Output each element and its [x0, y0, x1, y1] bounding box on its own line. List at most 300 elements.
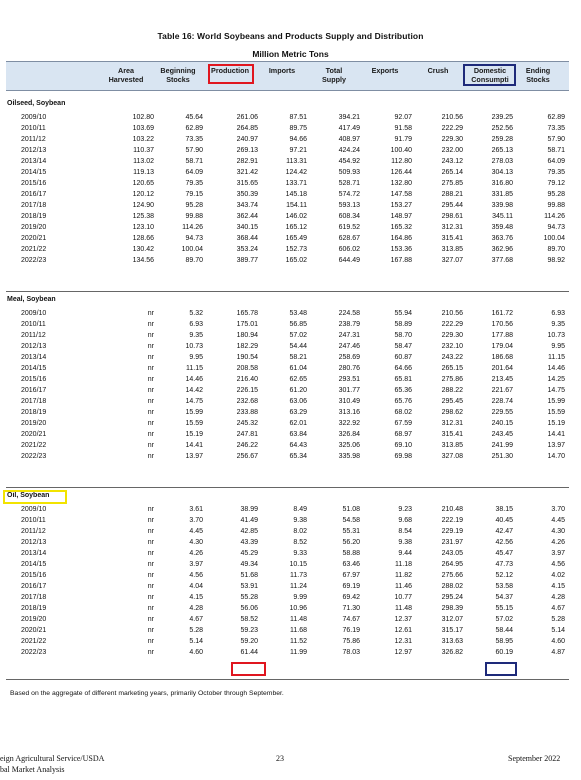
value-cell: 11.18 — [395, 561, 412, 568]
value-cell: 110.37 — [133, 147, 154, 154]
value-cell: 15.99 — [185, 409, 203, 416]
value-cell: 89.75 — [289, 125, 307, 132]
value-cell: 241.99 — [491, 442, 513, 449]
value-cell: 14.41 — [547, 431, 565, 438]
value-cell: 239.25 — [491, 114, 513, 121]
value-cell: 14.75 — [185, 398, 203, 405]
value-cell: 258.69 — [338, 354, 360, 361]
value-cell: 103.22 — [132, 136, 154, 143]
value-cell: 222.29 — [441, 125, 463, 132]
table-row — [0, 134, 581, 145]
value-cell: 55.94 — [394, 310, 412, 317]
value-cell: 64.09 — [547, 158, 565, 165]
value-cell: 10.73 — [547, 332, 565, 339]
value-cell: 9.38 — [293, 517, 307, 524]
value-cell: 113.31 — [286, 158, 307, 165]
value-cell: 58.44 — [495, 627, 513, 634]
year-cell: 2012/13 — [21, 343, 47, 350]
value-cell: nr — [147, 310, 154, 317]
column-header-line1: Domestic — [473, 66, 507, 75]
column-header-line1: Total — [325, 66, 343, 75]
value-cell: 269.13 — [236, 147, 258, 154]
value-cell: 154.11 — [286, 202, 307, 209]
value-cell: 94.66 — [289, 136, 307, 143]
value-cell: 233.88 — [236, 409, 258, 416]
table-row — [0, 189, 581, 200]
column-header-line2: Consumpti — [471, 75, 509, 84]
value-cell: nr — [147, 354, 154, 361]
value-cell: 222.19 — [441, 517, 463, 524]
value-cell: 79.35 — [185, 180, 203, 187]
value-cell: 251.30 — [491, 453, 513, 460]
value-cell: 130.42 — [132, 246, 154, 253]
value-cell: nr — [147, 398, 154, 405]
table-row — [0, 451, 581, 462]
value-cell: 57.02 — [495, 616, 513, 623]
table-title: Table 16: World Soybeans and Products Supply and Distribution — [157, 31, 424, 41]
value-cell: 4.87 — [551, 649, 565, 656]
value-cell: 38.99 — [240, 506, 258, 513]
value-cell: 259.28 — [491, 136, 513, 143]
value-cell: 4.60 — [551, 638, 565, 645]
value-cell: 11.52 — [290, 638, 307, 645]
value-cell: 4.30 — [551, 528, 565, 535]
value-cell: nr — [147, 627, 154, 634]
value-cell: 164.86 — [390, 235, 412, 242]
value-cell: 606.02 — [338, 246, 360, 253]
table-row — [0, 341, 581, 352]
value-cell: 128.66 — [132, 235, 154, 242]
value-cell: 295.45 — [441, 398, 463, 405]
value-cell: 45.47 — [495, 550, 513, 557]
value-cell: 152.73 — [285, 246, 307, 253]
table-row — [0, 647, 581, 658]
value-cell: 58.88 — [342, 550, 360, 557]
value-cell: 92.07 — [394, 114, 412, 121]
column-header — [418, 66, 458, 75]
value-cell: 644.49 — [338, 257, 360, 264]
value-cell: 57.90 — [547, 136, 565, 143]
value-cell: 243.22 — [441, 354, 463, 361]
footer-left-line2: bal Market Analysis — [0, 765, 65, 774]
value-cell: 5.28 — [551, 616, 565, 623]
column-header-line2: Harvested — [108, 75, 144, 84]
value-cell: 55.15 — [495, 605, 513, 612]
year-cell: 2018/19 — [21, 605, 47, 612]
value-cell: 293.51 — [338, 376, 360, 383]
value-cell: 288.21 — [441, 191, 463, 198]
value-cell: 186.68 — [491, 354, 513, 361]
value-cell: 65.34 — [289, 453, 307, 460]
table-row — [0, 504, 581, 515]
value-cell: 69.10 — [394, 442, 412, 449]
value-cell: 3.61 — [189, 506, 203, 513]
footer-page-number: 23 — [276, 754, 284, 763]
value-cell: 14.25 — [547, 376, 565, 383]
value-cell: 243.12 — [441, 158, 463, 165]
value-cell: 100.04 — [543, 235, 565, 242]
value-cell: 58.89 — [394, 321, 412, 328]
value-cell: 245.32 — [236, 420, 258, 427]
value-cell: 58.52 — [240, 616, 258, 623]
value-cell: 288.22 — [441, 387, 463, 394]
value-cell: 89.70 — [547, 246, 565, 253]
value-cell: 99.88 — [547, 202, 565, 209]
value-cell: 67.59 — [394, 420, 412, 427]
value-cell: 278.03 — [491, 158, 513, 165]
value-cell: 64.66 — [394, 365, 412, 372]
value-cell: 275.86 — [441, 376, 463, 383]
value-cell: 89.70 — [185, 257, 203, 264]
table-row — [0, 526, 581, 537]
value-cell: 312.31 — [441, 224, 463, 231]
value-cell: 210.56 — [441, 114, 463, 121]
value-cell: 76.19 — [342, 627, 360, 634]
value-cell: nr — [147, 376, 154, 383]
value-cell: 87.51 — [289, 114, 307, 121]
value-cell: 146.02 — [285, 213, 307, 220]
value-cell: 304.13 — [491, 169, 513, 176]
value-cell: 51.08 — [342, 506, 360, 513]
value-cell: 58.47 — [394, 343, 412, 350]
value-cell: 14.70 — [547, 453, 565, 460]
table-row — [0, 156, 581, 167]
value-cell: 45.29 — [240, 550, 258, 557]
column-header-line1: Production — [211, 66, 249, 75]
year-cell: 2015/16 — [21, 376, 47, 383]
value-cell: 58.70 — [394, 332, 412, 339]
table-row — [0, 429, 581, 440]
value-cell: 243.05 — [441, 550, 463, 557]
column-header-line1: Crush — [427, 66, 449, 75]
table-row — [0, 581, 581, 592]
column-header — [312, 66, 356, 84]
column-header — [261, 66, 303, 75]
year-cell: 2017/18 — [21, 594, 47, 601]
value-cell: 3.70 — [551, 506, 565, 513]
year-cell: 2021/22 — [21, 442, 47, 449]
column-header-line1: Ending — [525, 66, 551, 75]
value-cell: nr — [147, 332, 154, 339]
value-cell: 574.72 — [338, 191, 360, 198]
table-row — [0, 319, 581, 330]
footer-left-line1: eign Agricultural Service/USDA — [0, 754, 105, 763]
value-cell: 15.99 — [547, 398, 565, 405]
value-cell: 42.56 — [495, 539, 513, 546]
value-cell: 226.15 — [236, 387, 258, 394]
value-cell: 102.80 — [132, 114, 154, 121]
value-cell: 64.43 — [289, 442, 307, 449]
value-cell: 65.81 — [394, 376, 412, 383]
value-cell: 201.64 — [491, 365, 513, 372]
value-cell: 113.02 — [133, 158, 154, 165]
year-cell: 2016/17 — [21, 191, 47, 198]
value-cell: 4.15 — [189, 594, 203, 601]
value-cell: 11.24 — [290, 583, 307, 590]
value-cell: 99.88 — [185, 213, 203, 220]
value-cell: 231.97 — [441, 539, 463, 546]
value-cell: 14.75 — [547, 387, 565, 394]
value-cell: 73.35 — [185, 136, 203, 143]
table-row — [0, 233, 581, 244]
value-cell: 67.97 — [342, 572, 360, 579]
column-header — [206, 66, 254, 75]
table-row — [0, 222, 581, 233]
value-cell: 79.12 — [547, 180, 565, 187]
table-row — [0, 200, 581, 211]
value-cell: 61.20 — [289, 387, 307, 394]
value-cell: 56.06 — [240, 605, 258, 612]
year-cell: 2009/10 — [21, 310, 47, 317]
value-cell: nr — [147, 343, 154, 350]
table-row — [0, 515, 581, 526]
table-row — [0, 244, 581, 255]
year-cell: 2010/11 — [21, 321, 46, 328]
value-cell: 41.49 — [240, 517, 258, 524]
year-cell: 2016/17 — [21, 583, 47, 590]
value-cell: 98.92 — [547, 257, 565, 264]
value-cell: 210.48 — [441, 506, 463, 513]
value-cell: 43.39 — [240, 539, 258, 546]
value-cell: 243.45 — [491, 431, 513, 438]
value-cell: nr — [147, 539, 154, 546]
value-cell: 13.97 — [185, 453, 203, 460]
table-row — [0, 211, 581, 222]
value-cell: 9.95 — [189, 354, 203, 361]
value-cell: nr — [147, 506, 154, 513]
value-cell: 353.24 — [236, 246, 258, 253]
value-cell: 339.98 — [491, 202, 513, 209]
column-header — [517, 66, 559, 84]
value-cell: 8.54 — [398, 528, 412, 535]
value-cell: 177.88 — [491, 332, 513, 339]
value-cell: 63.46 — [342, 561, 360, 568]
domestic-value-highlight — [485, 662, 517, 676]
year-cell: 2013/14 — [21, 158, 47, 165]
value-cell: 134.56 — [132, 257, 154, 264]
year-cell: 2019/20 — [21, 616, 47, 623]
value-cell: 148.97 — [390, 213, 412, 220]
value-cell: 256.67 — [236, 453, 258, 460]
value-cell: 316.80 — [491, 180, 513, 187]
value-cell: 170.56 — [491, 321, 513, 328]
value-cell: 3.97 — [551, 550, 565, 557]
section-divider — [6, 487, 569, 488]
table-row — [0, 418, 581, 429]
value-cell: 275.66 — [441, 572, 463, 579]
column-header-line2: Stocks — [166, 75, 190, 84]
value-cell: nr — [147, 550, 154, 557]
value-cell: 114.26 — [182, 224, 203, 231]
value-cell: 10.77 — [394, 594, 412, 601]
value-cell: 14.46 — [547, 365, 565, 372]
value-cell: 315.17 — [441, 627, 463, 634]
value-cell: 4.04 — [189, 583, 203, 590]
value-cell: 224.58 — [338, 310, 360, 317]
year-cell: 2012/13 — [21, 539, 47, 546]
value-cell: 55.28 — [240, 594, 258, 601]
value-cell: 153.36 — [390, 246, 412, 253]
value-cell: 229.30 — [441, 136, 463, 143]
value-cell: 246.22 — [236, 442, 258, 449]
value-cell: 62.01 — [289, 420, 307, 427]
value-cell: 313.85 — [441, 442, 463, 449]
value-cell: 71.30 — [342, 605, 360, 612]
value-cell: 15.59 — [185, 420, 203, 427]
value-cell: 112.80 — [391, 158, 412, 165]
footnote: Based on the aggregate of different marketing years, primarily October through September. — [10, 690, 284, 697]
value-cell: 55.31 — [342, 528, 360, 535]
value-cell: 167.88 — [390, 257, 412, 264]
value-cell: 9.68 — [398, 517, 412, 524]
value-cell: 103.69 — [132, 125, 154, 132]
year-cell: 2011/12 — [21, 332, 46, 339]
value-cell: 229.30 — [441, 332, 463, 339]
value-cell: 350.39 — [236, 191, 258, 198]
table-row — [0, 396, 581, 407]
value-cell: 321.42 — [236, 169, 258, 176]
value-cell: 4.26 — [551, 539, 565, 546]
value-cell: 5.28 — [189, 627, 203, 634]
value-cell: 325.06 — [338, 442, 360, 449]
value-cell: 62.89 — [185, 125, 203, 132]
value-cell: 120.65 — [132, 180, 154, 187]
value-cell: 57.90 — [185, 147, 203, 154]
value-cell: 11.48 — [290, 616, 307, 623]
value-cell: 312.31 — [441, 420, 463, 427]
value-cell: 331.85 — [491, 191, 513, 198]
value-cell: 47.73 — [495, 561, 513, 568]
value-cell: nr — [147, 387, 154, 394]
table-row — [0, 145, 581, 156]
value-cell: 417.49 — [338, 125, 360, 132]
year-cell: 2022/23 — [21, 649, 47, 656]
year-cell: 2019/20 — [21, 224, 47, 231]
value-cell: 100.40 — [390, 147, 412, 154]
value-cell: 221.67 — [491, 387, 513, 394]
value-cell: 182.29 — [236, 343, 258, 350]
year-cell: 2009/10 — [21, 506, 47, 513]
value-cell: 120.12 — [132, 191, 154, 198]
value-cell: 63.06 — [289, 398, 307, 405]
value-cell: 4.60 — [189, 649, 203, 656]
value-cell: 4.02 — [551, 572, 565, 579]
year-cell: 2017/18 — [21, 202, 47, 209]
value-cell: 175.01 — [236, 321, 258, 328]
value-cell: 180.94 — [236, 332, 258, 339]
value-cell: 58.71 — [185, 158, 203, 165]
value-cell: 63.29 — [289, 409, 307, 416]
value-cell: 165.78 — [236, 310, 258, 317]
table-row — [0, 352, 581, 363]
value-cell: 73.35 — [547, 125, 565, 132]
table-row — [0, 559, 581, 570]
value-cell: 216.40 — [236, 376, 258, 383]
value-cell: 9.44 — [398, 550, 412, 557]
value-cell: 15.19 — [547, 420, 565, 427]
value-cell: 42.85 — [240, 528, 258, 535]
value-cell: 14.41 — [185, 442, 203, 449]
table-row — [0, 440, 581, 451]
value-cell: 608.34 — [338, 213, 360, 220]
value-cell: 10.15 — [289, 561, 307, 568]
footer-date: September 2022 — [508, 754, 561, 763]
year-cell: 2015/16 — [21, 180, 47, 187]
value-cell: 345.11 — [492, 213, 513, 220]
column-header — [364, 66, 406, 75]
value-cell: 313.16 — [338, 409, 360, 416]
value-cell: 57.02 — [289, 332, 307, 339]
value-cell: 95.28 — [185, 202, 203, 209]
value-cell: 362.96 — [491, 246, 513, 253]
value-cell: 63.84 — [289, 431, 307, 438]
value-cell: 327.07 — [441, 257, 463, 264]
value-cell: 6.93 — [551, 310, 565, 317]
value-cell: 54.58 — [342, 517, 360, 524]
value-cell: 12.61 — [394, 627, 412, 634]
table-row — [0, 570, 581, 581]
value-cell: 509.93 — [338, 169, 360, 176]
value-cell: 213.45 — [491, 376, 513, 383]
value-cell: 9.33 — [293, 550, 307, 557]
value-cell: 264.85 — [236, 125, 258, 132]
year-cell: 2009/10 — [21, 114, 47, 121]
value-cell: 125.38 — [132, 213, 154, 220]
value-cell: 53.91 — [240, 583, 258, 590]
value-cell: 165.32 — [390, 224, 412, 231]
value-cell: 232.00 — [441, 147, 463, 154]
value-cell: 288.02 — [441, 583, 463, 590]
value-cell: 310.49 — [338, 398, 360, 405]
value-cell: nr — [147, 453, 154, 460]
value-cell: 11.73 — [290, 572, 307, 579]
value-cell: 8.52 — [293, 539, 307, 546]
value-cell: 61.04 — [289, 365, 307, 372]
year-cell: 2020/21 — [21, 627, 47, 634]
table-row — [0, 636, 581, 647]
section-rows — [0, 112, 581, 266]
year-cell: 2010/11 — [21, 125, 46, 132]
column-header — [154, 66, 202, 84]
value-cell: 424.24 — [338, 147, 360, 154]
value-cell: nr — [147, 517, 154, 524]
value-cell: 124.42 — [285, 169, 307, 176]
value-cell: nr — [147, 365, 154, 372]
value-cell: 313.63 — [441, 638, 463, 645]
value-cell: 65.36 — [394, 387, 412, 394]
value-cell: 114.26 — [544, 213, 565, 220]
value-cell: 119.13 — [133, 169, 154, 176]
value-cell: 147.58 — [390, 191, 412, 198]
value-cell: 53.48 — [289, 310, 307, 317]
value-cell: 362.44 — [236, 213, 258, 220]
value-cell: 389.77 — [236, 257, 258, 264]
value-cell: 4.45 — [189, 528, 203, 535]
year-cell: 2017/18 — [21, 398, 47, 405]
value-cell: 593.13 — [338, 202, 360, 209]
year-cell: 2013/14 — [21, 354, 47, 361]
table-row — [0, 537, 581, 548]
value-cell: 4.56 — [551, 561, 565, 568]
value-cell: nr — [147, 420, 154, 427]
value-cell: 59.20 — [240, 638, 258, 645]
table-row — [0, 374, 581, 385]
section-rows — [0, 308, 581, 462]
table-row — [0, 603, 581, 614]
year-cell: 2014/15 — [21, 169, 47, 176]
value-cell: nr — [147, 572, 154, 579]
value-cell: 68.97 — [394, 431, 412, 438]
